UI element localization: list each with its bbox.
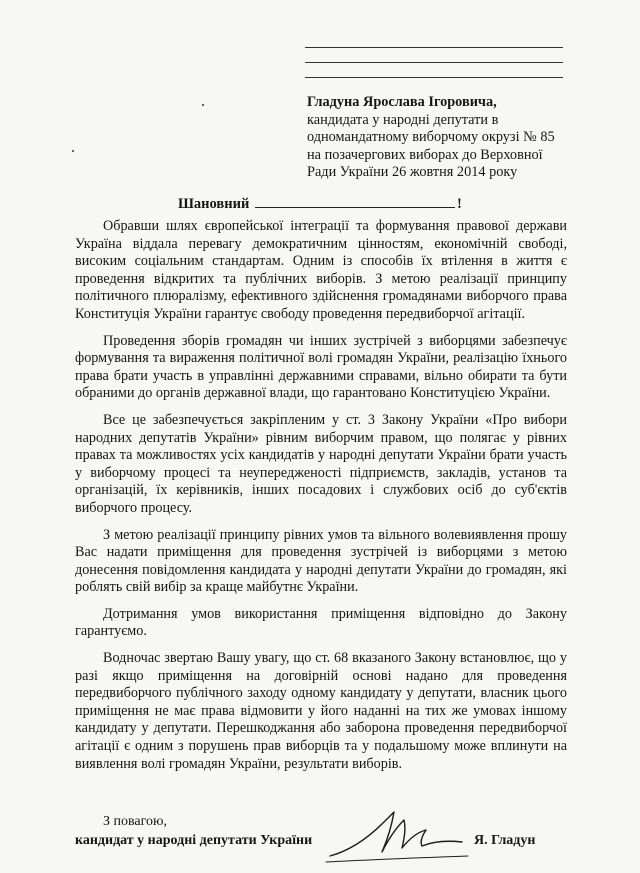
sender-line: Ради України 26 жовтня 2014 року [307,164,518,180]
body-paragraph: Обравши шлях європейської інтеграції та формування правової держави Україна віддала перевагу демократичним цінностям, економічній свободі, високим соціальним стандартам. Одним із способів їх втілення в життя є проведення відкритих та публічних виборів. З метою реалізації принципу політичного плюралізму, ефективного здійснення громадянами виборчого права Конституція України гарантує свободу проведення передвиборчої агітації. [75,218,567,322]
body-paragraph: Проведення зборів громадян чи інших зустрічей з виборцями забезпечує формування та вираження політичної волі громадян України, реалізацію їхнього права брати участь в управлінні державними справами, вільно обирати та бути обраними до органів державної влади, що гарантовано Конституцією України. [75,332,567,402]
sender-line: на позачергових виборах до Верховної [307,146,543,163]
handwritten-signature [322,806,472,866]
recipient-blank [255,195,455,208]
address-blank-line [305,62,563,63]
scan-speck [72,150,74,152]
sender-line: одномандатному виборчому окрузі № 85 [307,129,555,145]
closing-phrase: З повагою, [103,814,167,829]
greeting [178,195,462,213]
scan-speck [202,104,204,106]
body-paragraph: Водночас звертаю Вашу увагу, що ст. 68 вказаного Закону встановлює, що у разі якщо приміщення на договірній основі надано для проведення передвиборчого публічного заходу одному кандидату у депутати, власник цього приміщення не має права відмовити у його наданні на тих же умовах іншому кандидату у депутати. Перешкоджання або заборона проведення передвиборчої агітації є одним з порушень прав виборців та у подальшому може вплинути на виявлення волі громадян України, результати виборів. [75,650,567,772]
body-paragraph: З метою реалізації принципу рівних умов та вільного волевиявлення прошу Вас надати приміщення для проведення зустрічей із виборцями з метою донесення повідомлення кандидата у народні депутати України до громадян, які роблять свій вибір за краще майбутнє України. [75,526,567,596]
letter-body [75,218,567,782]
sender-name: Гладуна Ярослава Ігоровича, [307,94,497,110]
address-blank-line [305,47,563,48]
address-blank-line [305,77,563,78]
sender-block [307,94,607,182]
sender-line: кандидата у народні депутати в [307,111,499,128]
signatory-name: Я. Гладун [474,833,536,848]
body-paragraph: Все це забезпечується закріпленим у ст. 3 Закону України «Про вибори народних депутатів України» рівним виборчим правом, що полягає у рівних правах та можливостях усіх кандидатів у народні депутати України брати участь у виборчому процесі та неупередженості підприємств, закладів, установ та організацій, їх керівників, інших посадових і службових осіб до суб'єктів виборчого процесу. [75,411,567,516]
signatory-title: кандидат у народні депутати України [75,833,313,848]
body-paragraph: Дотримання умов використання приміщення відповідно до Закону гарантуємо. [75,605,567,640]
greeting-punct: ! [456,196,462,212]
greeting-word: Шановний [178,196,250,212]
